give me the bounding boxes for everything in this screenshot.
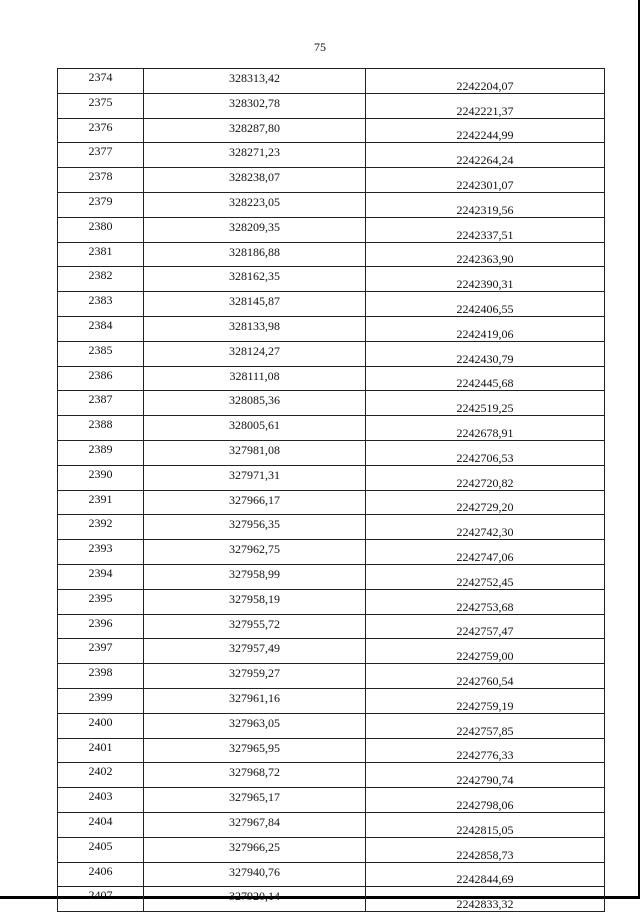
point-number-cell: 2396 [58,614,144,639]
point-number-cell: 2387 [58,391,144,416]
point-number-cell: 2390 [58,465,144,490]
x-coordinate-cell: 327958,19 [144,589,366,614]
point-number-cell: 2403 [58,788,144,813]
point-number-cell: 2393 [58,540,144,565]
y-coordinate-cell: 2242264,24 [365,143,604,168]
point-number-cell: 2386 [58,366,144,391]
x-coordinate-cell: 327967,84 [144,812,366,837]
y-coordinate-cell: 2242757,47 [365,614,604,639]
point-number-cell: 2378 [58,168,144,193]
x-coordinate-cell: 328162,35 [144,267,366,292]
y-coordinate-cell: 2242757,85 [365,713,604,738]
table-row [58,440,605,465]
point-number-cell: 2392 [58,515,144,540]
y-coordinate-cell: 2242390,31 [365,267,604,292]
y-coordinate-cell: 2242752,45 [365,564,604,589]
y-coordinate-cell: 2242430,79 [365,341,604,366]
y-coordinate-cell: 2242759,19 [365,688,604,713]
table-row [58,515,605,540]
table-row [58,316,605,341]
x-coordinate-cell: 327962,75 [144,540,366,565]
table-row [58,118,605,143]
x-coordinate-cell: 327956,35 [144,515,366,540]
y-coordinate-cell: 2242815,05 [365,812,604,837]
point-number-cell: 2401 [58,738,144,763]
table-row [58,688,605,713]
point-number-cell: 2385 [58,341,144,366]
y-coordinate-cell: 2242406,55 [365,292,604,317]
point-number-cell: 2374 [58,69,144,94]
table-row [58,639,605,664]
point-number-cell: 2389 [58,440,144,465]
x-coordinate-cell: 327958,99 [144,564,366,589]
point-number-cell: 2376 [58,118,144,143]
y-coordinate-cell: 2242747,06 [365,540,604,565]
table-row [58,143,605,168]
point-number-cell: 2399 [58,688,144,713]
y-coordinate-cell: 2242844,69 [365,862,604,887]
x-coordinate-cell: 327966,17 [144,490,366,515]
table-row [58,564,605,589]
table-row [58,490,605,515]
x-coordinate-cell: 327968,72 [144,763,366,788]
y-coordinate-cell: 2242301,07 [365,168,604,193]
table-row [58,341,605,366]
point-number-cell: 2407 [58,887,144,912]
x-coordinate-cell: 327981,08 [144,440,366,465]
table-row [58,589,605,614]
x-coordinate-cell: 328186,88 [144,242,366,267]
x-coordinate-cell: 327963,05 [144,713,366,738]
table-row [58,664,605,689]
y-coordinate-cell: 2242363,90 [365,242,604,267]
point-number-cell: 2383 [58,292,144,317]
x-coordinate-cell: 328111,08 [144,366,366,391]
y-coordinate-cell: 2242798,06 [365,788,604,813]
table-row [58,837,605,862]
x-coordinate-cell: 328302,78 [144,93,366,118]
table-row [58,763,605,788]
point-number-cell: 2384 [58,316,144,341]
y-coordinate-cell: 2242776,33 [365,738,604,763]
y-coordinate-cell: 2242519,25 [365,391,604,416]
point-number-cell: 2394 [58,564,144,589]
table-row [58,862,605,887]
y-coordinate-cell: 2242760,54 [365,664,604,689]
y-coordinate-cell: 2242678,91 [365,416,604,441]
y-coordinate-cell: 2242445,68 [365,366,604,391]
x-coordinate-cell: 327955,72 [144,614,366,639]
point-number-cell: 2375 [58,93,144,118]
y-coordinate-cell: 2242720,82 [365,465,604,490]
table-row [58,738,605,763]
x-coordinate-cell: 328209,35 [144,217,366,242]
table-row [58,391,605,416]
point-number-cell: 2400 [58,713,144,738]
x-coordinate-cell: 328124,27 [144,341,366,366]
y-coordinate-cell: 2242319,56 [365,192,604,217]
y-coordinate-cell: 2242419,06 [365,316,604,341]
x-coordinate-cell: 327957,49 [144,639,366,664]
x-coordinate-cell: 328085,36 [144,391,366,416]
x-coordinate-cell: 327971,31 [144,465,366,490]
table-row [58,887,605,912]
x-coordinate-cell: 327920,14 [144,887,366,912]
point-number-cell: 2388 [58,416,144,441]
point-number-cell: 2397 [58,639,144,664]
table-row [58,217,605,242]
point-number-cell: 2382 [58,267,144,292]
point-number-cell: 2377 [58,143,144,168]
x-coordinate-cell: 328271,23 [144,143,366,168]
table-row [58,416,605,441]
point-number-cell: 2404 [58,812,144,837]
point-number-cell: 2379 [58,192,144,217]
point-number-cell: 2381 [58,242,144,267]
y-coordinate-cell: 2242753,68 [365,589,604,614]
point-number-cell: 2406 [58,862,144,887]
y-coordinate-cell: 2242790,74 [365,763,604,788]
point-number-cell: 2391 [58,490,144,515]
page-number: 75 [314,40,326,54]
table-row [58,540,605,565]
x-coordinate-cell: 327966,25 [144,837,366,862]
point-number-cell: 2402 [58,763,144,788]
table-row [58,93,605,118]
x-coordinate-cell: 328005,61 [144,416,366,441]
x-coordinate-cell: 327940,76 [144,862,366,887]
y-coordinate-cell: 2242759,00 [365,639,604,664]
table-row [58,812,605,837]
x-coordinate-cell: 328145,87 [144,292,366,317]
table-row [58,168,605,193]
point-number-cell: 2395 [58,589,144,614]
y-coordinate-cell: 2242833,32 [365,887,604,912]
y-coordinate-cell: 2242337,51 [365,217,604,242]
table-row [58,788,605,813]
y-coordinate-cell: 2242729,20 [365,490,604,515]
coordinates-table-body [58,69,605,912]
x-coordinate-cell: 327965,95 [144,738,366,763]
table-row [58,192,605,217]
table-row [58,242,605,267]
y-coordinate-cell: 2242858,73 [365,837,604,862]
point-number-cell: 2405 [58,837,144,862]
x-coordinate-cell: 328238,07 [144,168,366,193]
table-row [58,69,605,94]
coordinates-table [57,68,605,912]
x-coordinate-cell: 327959,27 [144,664,366,689]
y-coordinate-cell: 2242204,07 [365,69,604,94]
y-coordinate-cell: 2242706,53 [365,440,604,465]
table-row [58,366,605,391]
point-number-cell: 2380 [58,217,144,242]
y-coordinate-cell: 2242221,37 [365,93,604,118]
y-coordinate-cell: 2242244,99 [365,118,604,143]
x-coordinate-cell: 328133,98 [144,316,366,341]
x-coordinate-cell: 327965,17 [144,788,366,813]
x-coordinate-cell: 328313,42 [144,69,366,94]
table-row [58,267,605,292]
table-row [58,713,605,738]
y-coordinate-cell: 2242742,30 [365,515,604,540]
table-row [58,292,605,317]
x-coordinate-cell: 328287,80 [144,118,366,143]
x-coordinate-cell: 328223,05 [144,192,366,217]
x-coordinate-cell: 327961,16 [144,688,366,713]
table-row [58,614,605,639]
point-number-cell: 2398 [58,664,144,689]
table-row [58,465,605,490]
